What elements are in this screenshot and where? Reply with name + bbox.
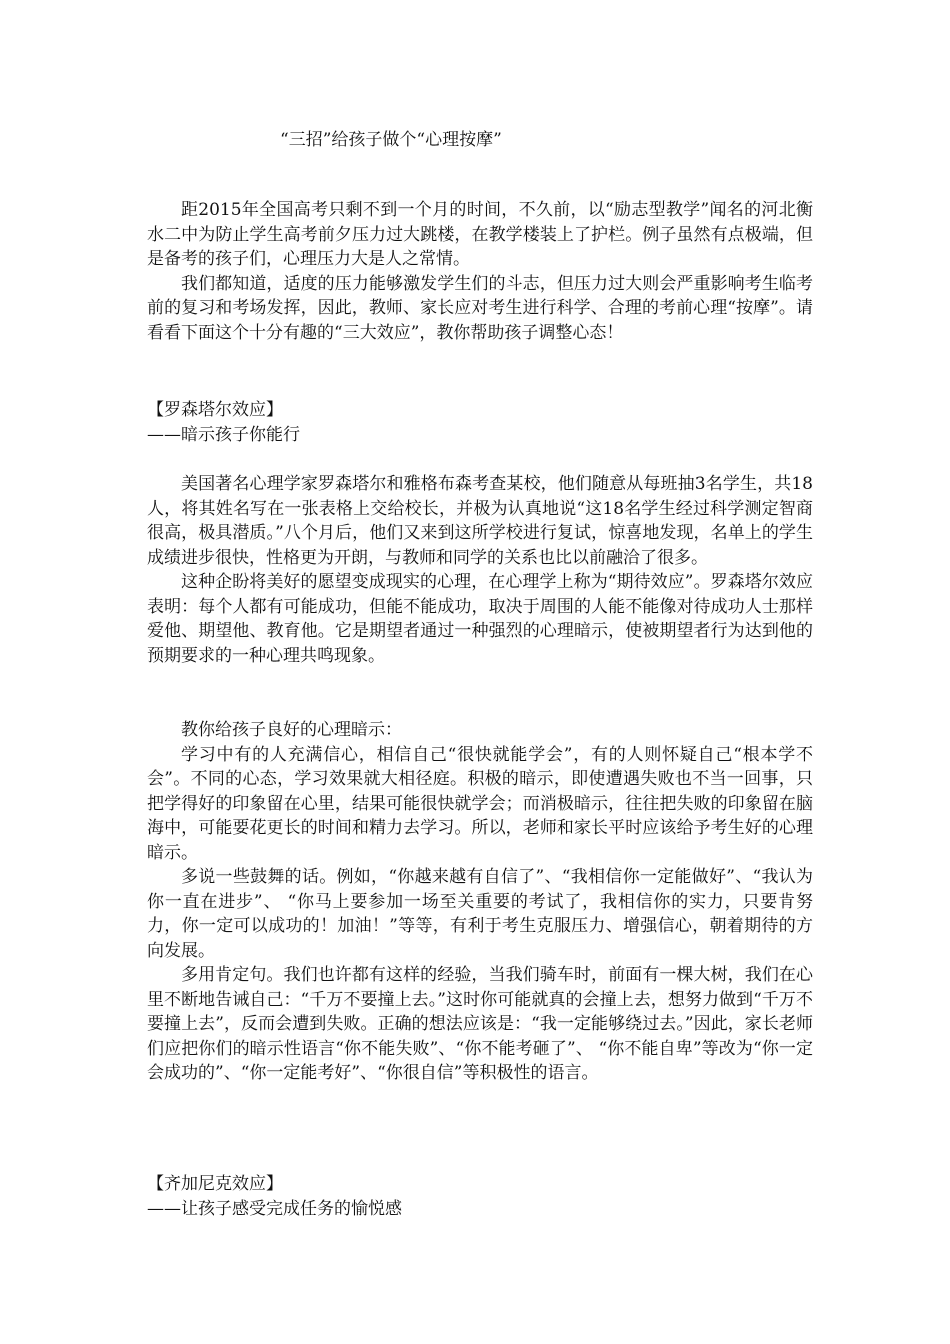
section-title: 【齐加尼克效应】	[147, 1174, 283, 1194]
section-heading-rosenthal	[147, 398, 300, 447]
intro-section	[147, 198, 813, 345]
tip-paragraph: 学习中有的人充满信心，相信自己“很快就能学会”，有的人则怀疑自己“根本学不会”。不同的心态，学习效果就大相径庭。积极的暗示，即使遭遇失败也不当一回事，只把学得好的印象留在心里，结果可能很快就学会；而消极暗示，往往把失败的印象留在脑海中，可能要花更长的时间和精力去学习。所以，老师和家长平时应该给予考生好的心理暗示。	[147, 744, 813, 863]
section-heading-zeigarnik	[147, 1172, 402, 1221]
section-subtitle: ——暗示孩子你能行	[147, 424, 300, 445]
body-paragraph: 美国著名心理学家罗森塔尔和雅格布森考查某校，他们随意从每班抽3名学生，共18人，将其姓名写在一张表格上交给校长，并极为认真地说“这18名学生经过科学测定智商很高，极具潜质。”八个月后，他们又来到这所学校进行复试，惊喜地发现，名单上的学生成绩进步很快，性格更为开朗，与教师和同学的关系也比以前融洽了很多。	[147, 474, 813, 568]
body-paragraph: 这种企盼将美好的愿望变成现实的心理，在心理学上称为“期待效应”。罗森塔尔效应表明：每个人都有可能成功，但能不能成功，取决于周围的人能不能像对待成功人士那样爱他、期望他、教育他。它是期望者通过一种强烈的心理暗示，使被期望者行为达到他的预期要求的一种心理共鸣现象。	[147, 572, 813, 666]
tip-paragraph: 多用肯定句。我们也许都有这样的经验，当我们骑车时，前面有一棵大树，我们在心里不断地告诫自己：“千万不要撞上去。”这时你可能就真的会撞上去，想努力做到“千万不要撞上去”，反而会遭到失败。正确的想法应该是：“我一定能够绕过去。”因此，家长老师们应把你们的暗示性语言“你不能失败”、“你不能考砸了”、 “你不能自卑”等改为“你一定会成功的”、“你一定能考好”、“你很自信”等积极性的语言。	[147, 965, 813, 1083]
document-title: “三招”给孩子做个“心理按摩”	[280, 130, 502, 150]
section-title: 【罗森塔尔效应】	[147, 400, 283, 420]
section-subtitle: ——让孩子感受完成任务的愉悦感	[147, 1198, 402, 1219]
tips-section	[147, 718, 813, 1086]
intro-paragraph: 我们都知道，适度的压力能够激发学生们的斗志，但压力过大则会严重影响考生临考前的复习和考场发挥，因此，教师、家长应对考生进行科学、合理的考前心理“按摩”。请看看下面这个十分有趣的“三大效应”，教你帮助孩子调整心态！	[147, 273, 813, 343]
intro-paragraph: 距2015年全国高考只剩不到一个月的时间，不久前，以“励志型教学”闻名的河北衡水二中为防止学生高考前夕压力过大跳楼，在教学楼装上了护栏。例子虽然有点极端，但是备考的孩子们，心理压力大是人之常情。	[147, 200, 813, 269]
tips-heading: 教你给孩子良好的心理暗示：	[181, 720, 402, 740]
rosenthal-body	[147, 472, 813, 668]
tip-paragraph: 多说一些鼓舞的话。例如，“你越来越有自信了”、“我相信你一定能做好”、“我认为你一直在进步”、 “你马上要参加一场至关重要的考试了，我相信你的实力，只要肯努力，你一定可以成功的！加油！”等等，有利于考生克服压力、增强信心，朝着期待的方向发展。	[147, 867, 813, 961]
